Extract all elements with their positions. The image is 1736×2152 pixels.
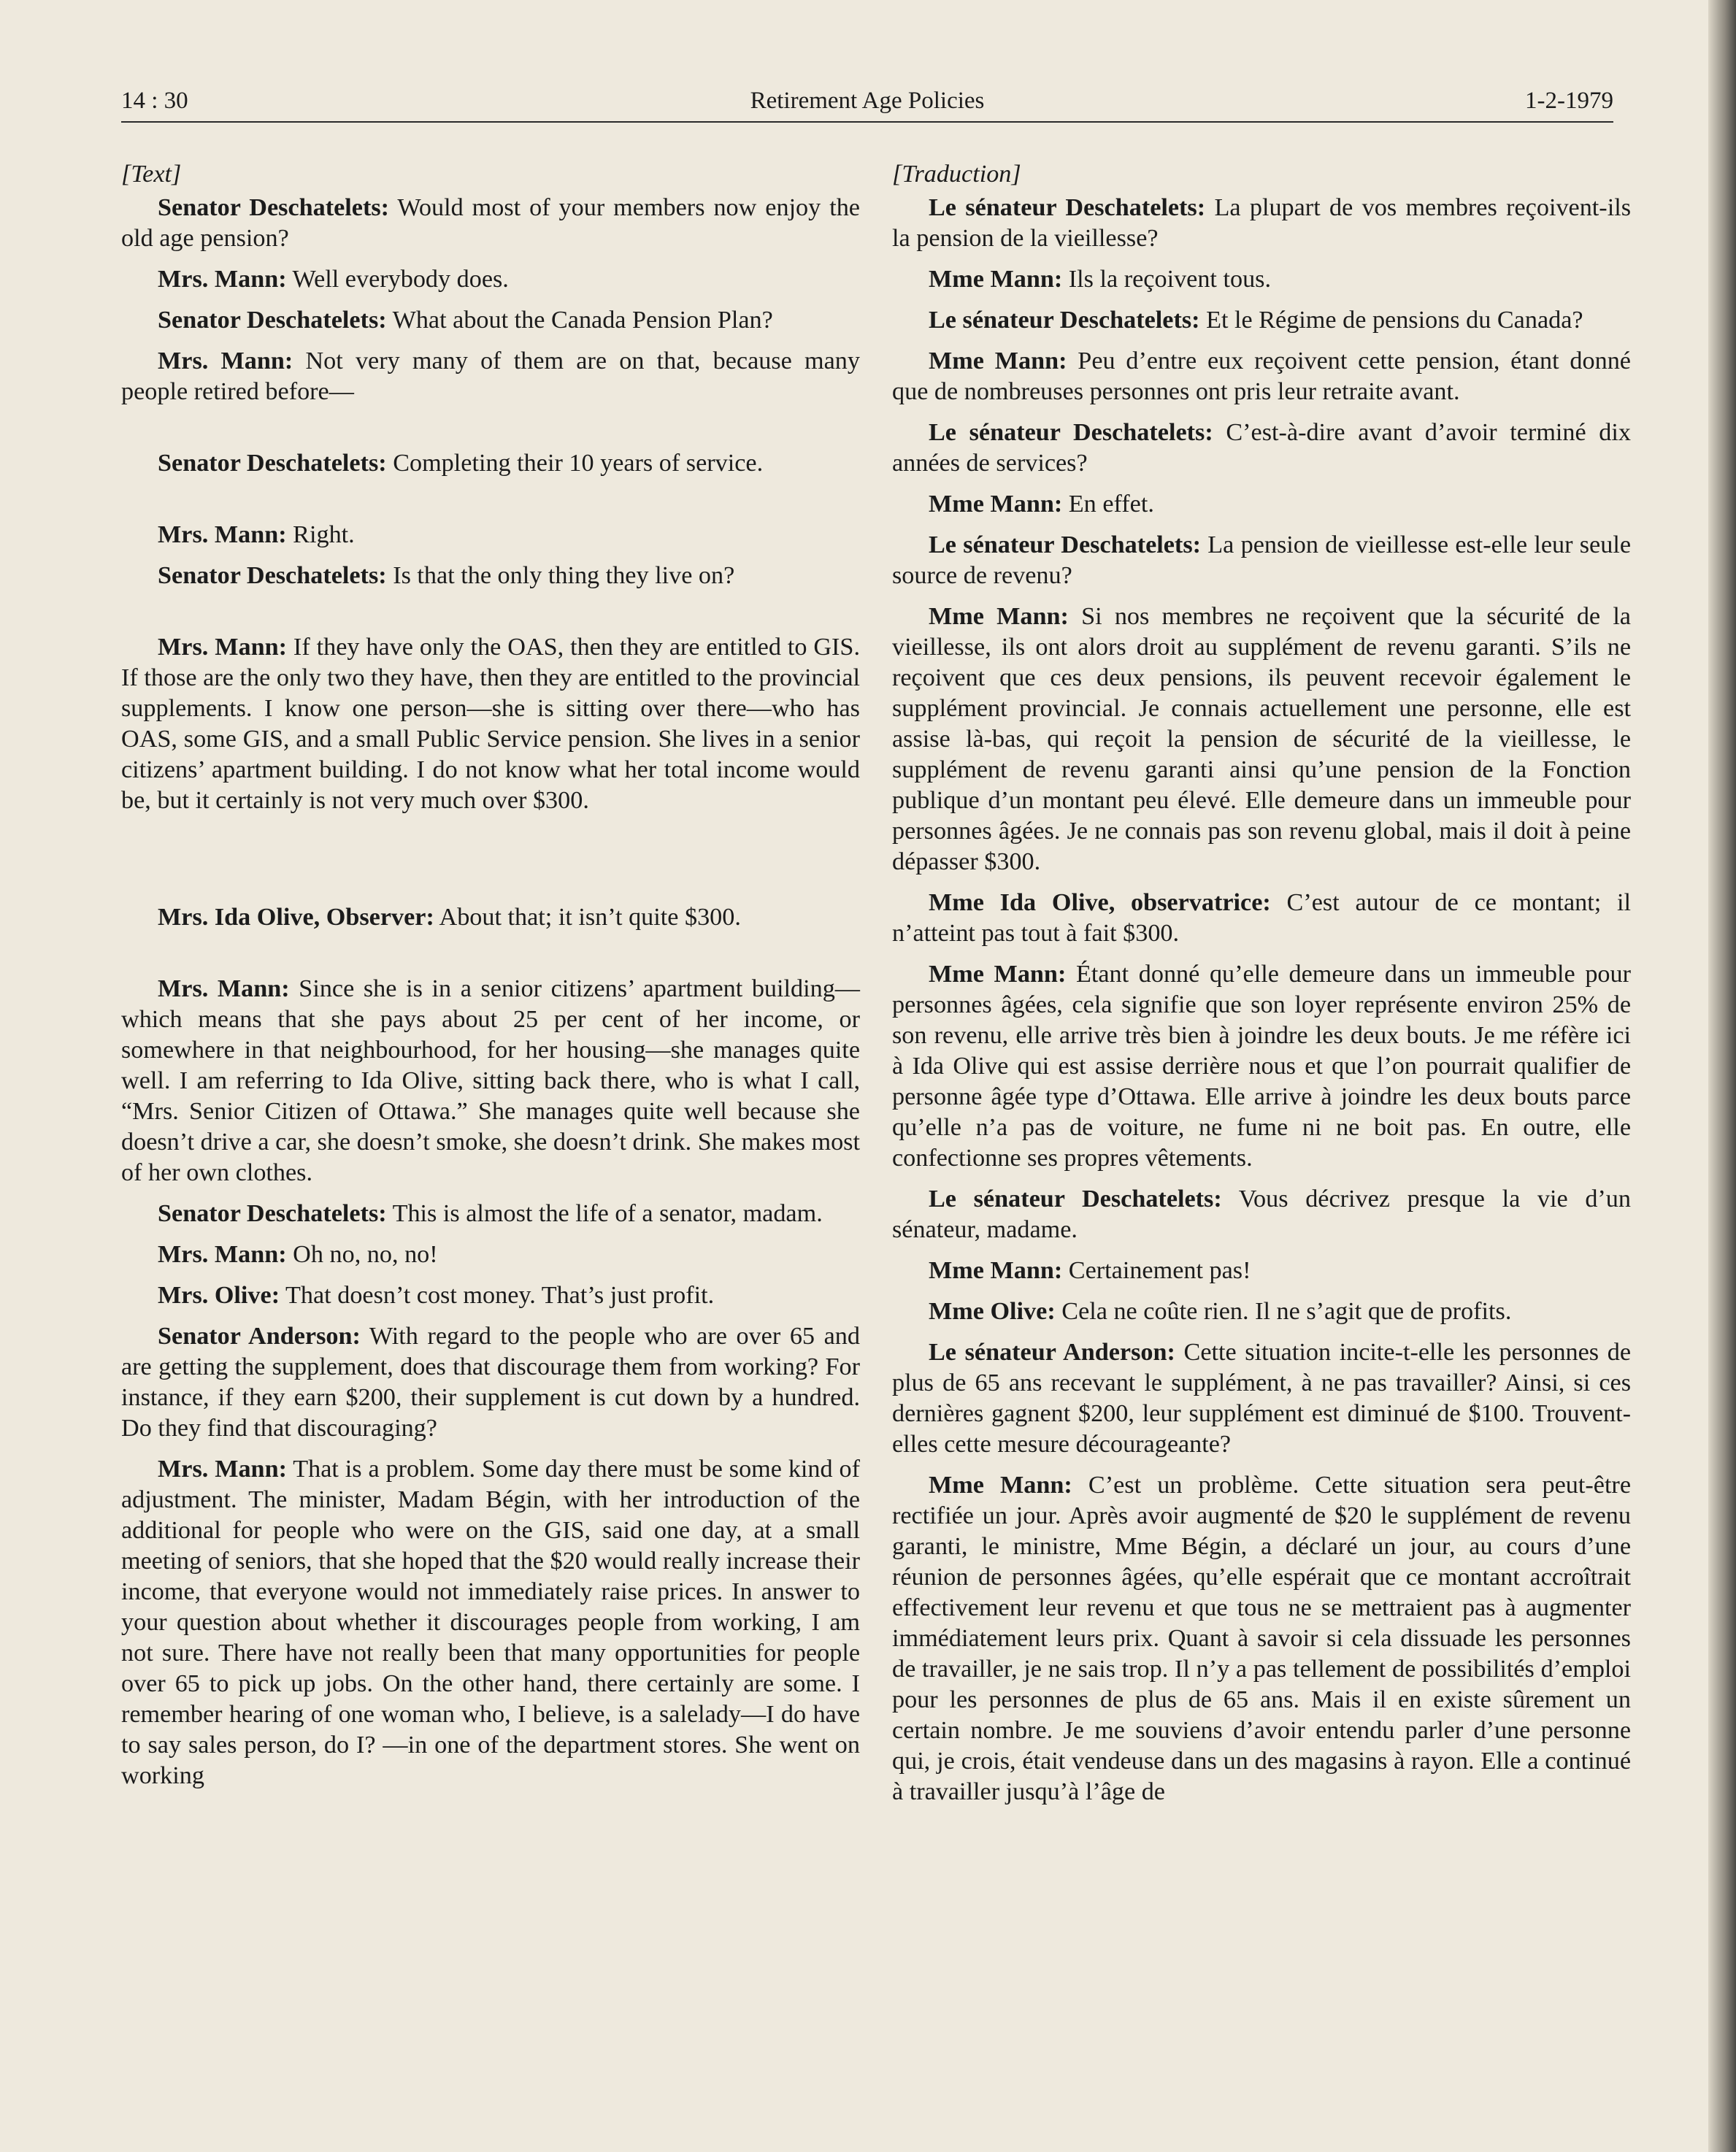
transcript-paragraph xyxy=(121,902,860,933)
english-column-label: [Text] xyxy=(121,161,182,188)
speech-text: That doesn’t cost money. That’s just profit. xyxy=(280,1282,715,1309)
speaker-name: Mme Ida Olive, observatrice: xyxy=(929,889,1271,916)
transcript-paragraph xyxy=(892,264,1631,295)
speech-text: Et le Régime de pensions du Canada? xyxy=(1199,307,1583,334)
speech-text: Since she is in a senior citizens’ apartment building—which means that she pays about 25 per cent of her income, or somewhere in that neighbourhood, for her housing—she manages quite well. I am referring to Ida Olive, sitting back there, who is what I call, “Mrs. Senior Citizen of Ottawa.” She manages quite well because she doesn’t drive a car, she doesn’t smoke, she doesn’t drink. She makes most of her own clothes. xyxy=(121,975,860,1186)
sitting-date: 1-2-1979 xyxy=(1525,88,1613,114)
speaker-name: Mrs. Mann: xyxy=(158,634,287,661)
speech-text: Not very many of them are on that, because many people retired before— xyxy=(121,347,860,405)
transcript-paragraph xyxy=(121,264,860,295)
speaker-name: Le sénateur Anderson: xyxy=(929,1339,1175,1366)
running-header xyxy=(121,86,1613,123)
transcript-paragraph xyxy=(892,959,1631,1174)
transcript-paragraph xyxy=(121,1240,860,1270)
transcript-paragraph xyxy=(121,1199,860,1229)
transcript-paragraph xyxy=(892,346,1631,407)
speaker-name: Mme Mann: xyxy=(929,491,1063,518)
speaker-name: Mrs. Mann: xyxy=(158,975,290,1002)
speaker-name: Le sénateur Deschatelets: xyxy=(929,419,1213,446)
speech-text: C’est autour de ce montant; il n’atteint pas tout à fait $300. xyxy=(892,889,1631,947)
speaker-name: Le sénateur Deschatelets: xyxy=(929,194,1206,221)
speech-text: Certainement pas! xyxy=(1062,1257,1251,1284)
transcript-paragraph xyxy=(121,193,860,254)
transcript-paragraph xyxy=(892,418,1631,479)
transcript-paragraph xyxy=(892,305,1631,336)
speaker-name: Senator Deschatelets: xyxy=(158,562,387,589)
speaker-name: Le sénateur Deschatelets: xyxy=(929,307,1200,334)
speech-text: La pension de vieillesse est-elle leur seule source de revenu? xyxy=(892,531,1631,589)
transcript-paragraph xyxy=(892,1256,1631,1286)
speaker-name: Le sénateur Deschatelets: xyxy=(929,531,1202,558)
page-number: 14 : 30 xyxy=(121,88,188,114)
speaker-name: Mme Olive: xyxy=(929,1298,1056,1325)
speech-text: Right. xyxy=(286,521,355,548)
speech-text: Is that the only thing they live on? xyxy=(386,562,735,589)
transcript-paragraph xyxy=(892,602,1631,877)
speaker-name: Mme Mann: xyxy=(929,603,1069,630)
speech-text: Étant donné qu’elle demeure dans un immeuble pour personnes âgées, cela signifie que son loyer représente environ 25% de son revenu, elle arrive très bien à joindre les deux bouts. Je me réfère ici à Ida Olive qui est assise derrière nous et que l’on pourrait qualifier de personne âgée type d’Ottawa. Elle arrive à joindre les deux bouts parce qu’elle n’a pas de voiture, ne fume ni ne boit pas. En outre, elle confectionne ses propres vêtements. xyxy=(892,961,1631,1172)
speech-text: Would most of your members now enjoy the old age pension? xyxy=(121,194,860,252)
speech-text: C’est un problème. Cette situation sera peut-être rectifiée un jour. Après avoir augmenté de $20 le supplément de revenu garanti, le ministre, Mme Bégin, a déclaré un jour, au cours d’une réunion de personnes âgées, qu’elle espérait que ce montant accroîtrait effectivement leur revenu et que tous ne se mettraient pas à augmenter immédiatement leurs prix. Quant à savoir si cela dissuade les personnes de travailler, je ne sais trop. Il n’y a pas tellement de possibilités d’emploi pour les personnes de plus de 65 ans. Mais il en existe sûrement un certain nombre. Je me souviens d’avoir entendu parler d’une personne qui, je crois, était vendeuse dans un des magasins à rayon. Elle a continué à travailler jusqu’à l’âge de xyxy=(892,1472,1631,1805)
transcript-paragraph xyxy=(892,489,1631,520)
transcript-paragraph xyxy=(121,632,860,816)
speech-text: With regard to the people who are over 65 and are getting the supplement, does that discourage them from working? For instance, if they earn $200, their supplement is cut down by a hundred. Do they find that discouraging? xyxy=(121,1323,860,1442)
transcript-paragraph xyxy=(121,520,860,550)
speech-text: Peu d’entre eux reçoivent cette pension, étant donné que de nombreuses personnes ont pris leur retraite avant. xyxy=(892,347,1631,405)
transcript-paragraph xyxy=(121,561,860,591)
speech-text: What about the Canada Pension Plan? xyxy=(386,307,773,334)
french-column-label: [Traduction] xyxy=(892,161,1021,188)
speaker-name: Senator Deschatelets: xyxy=(158,450,387,477)
speaker-name: Mme Mann: xyxy=(929,1472,1072,1499)
speech-text: C’est-à-dire avant d’avoir terminé dix années de services? xyxy=(892,419,1631,477)
speech-text: Completing their 10 years of service. xyxy=(386,450,764,477)
transcript-paragraph xyxy=(892,530,1631,591)
speech-text: La plupart de vos membres reçoivent-ils la pension de la vieillesse? xyxy=(892,194,1631,252)
transcript-paragraph xyxy=(892,1184,1631,1245)
english-column xyxy=(121,159,860,1802)
speech-text: En effet. xyxy=(1062,491,1154,518)
speech-text: Vous décrivez presque la vie d’un sénateur, madame. xyxy=(892,1185,1631,1243)
french-column xyxy=(892,159,1631,1818)
speaker-name: Le sénateur Deschatelets: xyxy=(929,1185,1222,1213)
speech-text: If they have only the OAS, then they are entitled to GIS. If those are the only two they have, then they are entitled to the provincial supplements. I know one person—she is sitting over there—who has OAS, some GIS, and a small Public Service pension. She lives in a senior citizens’ apartment building. I do not know what her total income would be, but it certainly is not very much over $300. xyxy=(121,634,860,814)
page-edge-shadow xyxy=(1708,0,1736,2152)
speech-text: This is almost the life of a senator, madam. xyxy=(386,1200,823,1227)
speech-text: Well everybody does. xyxy=(286,266,509,293)
english-label-text: Text xyxy=(131,161,172,188)
speech-text: Cela ne coûte rien. Il ne s’agit que de profits. xyxy=(1055,1298,1512,1325)
speaker-name: Mrs. Mann: xyxy=(158,1241,287,1268)
speaker-name: Mme Mann: xyxy=(929,266,1063,293)
speech-text: Si nos membres ne reçoivent que la sécurité de la vieillesse, ils ont alors droit au supplément de revenu garanti. S’ils ne reçoivent que ces deux pensions, ils peuvent recevoir également le supplément provincial. Je connais actuellement une personne, elle est assise là-bas, qui reçoit la pension de sécurité de la vieillesse, le supplément de revenu garanti ainsi qu’une pension de la Fonction publique d’un montant peu élevé. Elle demeure dans un immeuble pour personnes âgées. Je ne connais pas son revenu global, mais il doit à peine dépasser $300. xyxy=(892,603,1631,875)
transcript-paragraph xyxy=(892,888,1631,949)
transcript-paragraph xyxy=(121,346,860,407)
speech-text: Ils la reçoivent tous. xyxy=(1062,266,1272,293)
speaker-name: Mme Mann: xyxy=(929,961,1067,988)
speech-text: That is a problem. Some day there must be some kind of adjustment. The minister, Madam Bégin, with her introduction of the additional for people who were on the GIS, said one day, at a small meeting of seniors, that she hoped that the $20 would really increase their income, that everyone would not immediately raise prices. In answer to your question about whether it discourages people from working, I am not sure. There have not really been that many opportunities for people over 65 to pick up jobs. On the other hand, there certainly are some. I remember hearing of one woman who, I believe, is a salelady—I do have to say sales person, do I? —in one of the department stores. She went on working xyxy=(121,1456,860,1789)
speaker-name: Senator Anderson: xyxy=(158,1323,361,1350)
transcript-paragraph xyxy=(121,1454,860,1791)
speech-text: Oh no, no, no! xyxy=(286,1241,438,1268)
speaker-name: Mrs. Ida Olive, Observer: xyxy=(158,904,434,931)
transcript-paragraph xyxy=(121,1280,860,1311)
speaker-name: Mme Mann: xyxy=(929,1257,1063,1284)
speaker-name: Mrs. Olive: xyxy=(158,1282,280,1309)
speaker-name: Senator Deschatelets: xyxy=(158,1200,387,1227)
transcript-paragraph xyxy=(892,193,1631,254)
transcript-paragraph xyxy=(121,974,860,1188)
speaker-name: Senator Deschatelets: xyxy=(158,194,390,221)
transcript-paragraph xyxy=(121,305,860,336)
speaker-name: Mrs. Mann: xyxy=(158,266,287,293)
speaker-name: Mme Mann: xyxy=(929,347,1067,374)
speaker-name: Mrs. Mann: xyxy=(158,347,293,374)
transcript-paragraph xyxy=(121,1321,860,1444)
transcript-paragraph xyxy=(892,1337,1631,1460)
speech-text: Cette situation incite-t-elle les personnes de plus de 65 ans recevant le supplément, à ne pas travailler? Ainsi, si ces dernières gagnent $200, leur supplément est diminué de $100. Trouvent-elles cette mesure décourageante? xyxy=(892,1339,1631,1458)
transcript-paragraph xyxy=(892,1470,1631,1807)
publication-title: Retirement Age Policies xyxy=(750,88,985,114)
speaker-name: Senator Deschatelets: xyxy=(158,307,387,334)
speech-text: About that; it isn’t quite $300. xyxy=(434,904,741,931)
speaker-name: Mrs. Mann: xyxy=(158,521,287,548)
speaker-name: Mrs. Mann: xyxy=(158,1456,287,1483)
transcript-paragraph xyxy=(892,1296,1631,1327)
french-label-text: Traduction xyxy=(902,161,1012,188)
transcript-paragraph xyxy=(121,448,860,479)
